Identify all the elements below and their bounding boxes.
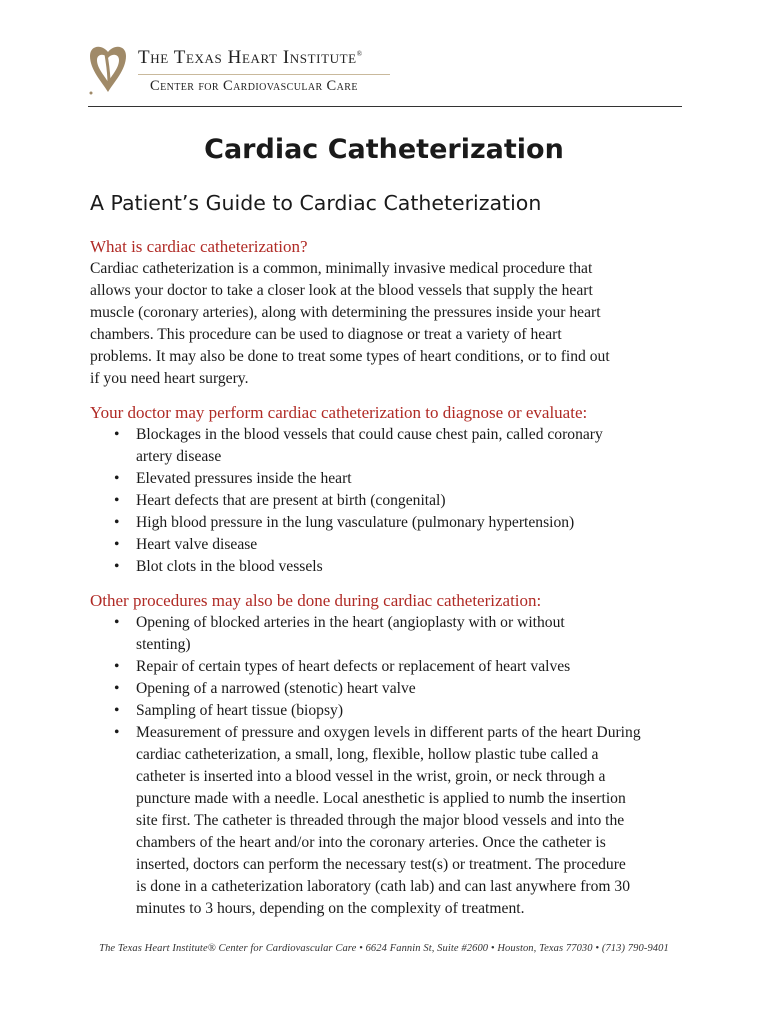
bullet-list [90, 612, 690, 920]
list-item-line: Elevated pressures inside the heart [136, 470, 352, 487]
list-item [90, 424, 691, 468]
list-item-line: Blot clots in the blood vessels [136, 558, 323, 575]
bullet-icon: • [114, 724, 120, 741]
list-item-line: Opening of blocked arteries in the heart (angioplasty with or without [136, 614, 565, 631]
bullet-icon: • [114, 536, 120, 553]
list-item-line: site first. The catheter is threaded through the major blood vessels and into the [136, 812, 625, 829]
bullet-icon: • [114, 426, 120, 443]
list-item-line: Measurement of pressure and oxygen levels in different parts of the heart During [136, 724, 641, 741]
page-title: Cardiac Catheterization [204, 134, 564, 165]
list-item-line: Repair of certain types of heart defects or replacement of heart valves [136, 658, 571, 675]
list-item [90, 556, 691, 578]
paragraph-line: allows your doctor to take a closer look at the blood vessels that supply the heart [90, 282, 593, 299]
page-footer: The Texas Heart Institute® Center for Cardiovascular Care • 6624 Fannin St, Suite #2600 • Houston, Texas 77030 • (713) 790-9401 [99, 943, 669, 954]
list-item-line: Blockages in the blood vessels that could cause chest pain, called coronary [136, 426, 603, 443]
list-item-line: High blood pressure in the lung vasculature (pulmonary hypertension) [136, 514, 575, 531]
section-heading: What is cardiac catheterization? [90, 237, 308, 256]
list-item [90, 612, 691, 656]
section-heading: Other procedures may also be done during cardiac catheterization: [90, 591, 542, 610]
list-item [90, 512, 691, 534]
list-item [90, 656, 691, 678]
list-item-line: puncture made with a needle. Local anesthetic is applied to numb the insertion [136, 790, 626, 807]
paragraph-line: chambers. This procedure can be used to diagnose or treat a variety of heart [90, 326, 562, 343]
paragraph-line: Cardiac catheterization is a common, minimally invasive medical procedure that [90, 260, 593, 277]
list-item-line: is done in a catheterization laboratory (cath lab) and can last anywhere from 30 [136, 878, 631, 895]
list-item [90, 490, 691, 512]
list-item-line: artery disease [136, 448, 222, 465]
bullet-icon: • [114, 470, 120, 487]
section-other-procedures [90, 590, 690, 920]
institute-name: The Texas Heart Institute® [138, 47, 363, 68]
bullet-icon: • [114, 492, 120, 509]
section-heading: Your doctor may perform cardiac catheterization to diagnose or evaluate: [90, 403, 588, 422]
list-item-line: minutes to 3 hours, depending on the complexity of treatment. [136, 900, 525, 917]
paragraph-line: problems. It may also be done to treat some types of heart conditions, or to find out [90, 348, 610, 365]
list-item-line: stenting) [136, 636, 191, 653]
list-item [90, 468, 691, 490]
bullet-icon: • [114, 614, 120, 631]
document-body [90, 236, 690, 920]
heart-logo-icon [88, 44, 128, 96]
letterhead-divider [138, 74, 390, 75]
bullet-icon: • [114, 680, 120, 697]
list-item-line: Opening of a narrowed (stenotic) heart valve [136, 680, 416, 697]
section-paragraph [90, 258, 690, 390]
page-subtitle: A Patient’s Guide to Cardiac Catheterization [90, 191, 542, 215]
list-item [90, 534, 691, 556]
list-item-line: Heart defects that are present at birth (congenital) [136, 492, 446, 509]
paragraph-line: if you need heart surgery. [90, 370, 249, 387]
list-item [90, 722, 691, 920]
bullet-list [90, 424, 690, 578]
bullet-icon: • [114, 702, 120, 719]
section-diagnose [90, 402, 690, 578]
bullet-icon: • [114, 658, 120, 675]
letterhead [88, 44, 682, 108]
header-rule [88, 106, 682, 107]
center-name: Center for Cardiovascular Care [150, 78, 358, 94]
paragraph-line: muscle (coronary arteries), along with determining the pressures inside your heart [90, 304, 601, 321]
list-item [90, 678, 691, 700]
bullet-icon: • [114, 514, 120, 531]
bullet-icon: • [114, 558, 120, 575]
list-item-line: chambers of the heart and/or into the coronary arteries. Once the catheter is [136, 834, 606, 851]
list-item [90, 700, 691, 722]
list-item-line: Sampling of heart tissue (biopsy) [136, 702, 344, 719]
list-item-line: catheter is inserted into a blood vessel in the wrist, groin, or neck through a [136, 768, 606, 785]
list-item-line: cardiac catheterization, a small, long, flexible, hollow plastic tube called a [136, 746, 599, 763]
list-item-line: Heart valve disease [136, 536, 258, 553]
list-item-line: inserted, doctors can perform the necessary test(s) or treatment. The procedure [136, 856, 626, 873]
section-what-is [90, 236, 690, 390]
